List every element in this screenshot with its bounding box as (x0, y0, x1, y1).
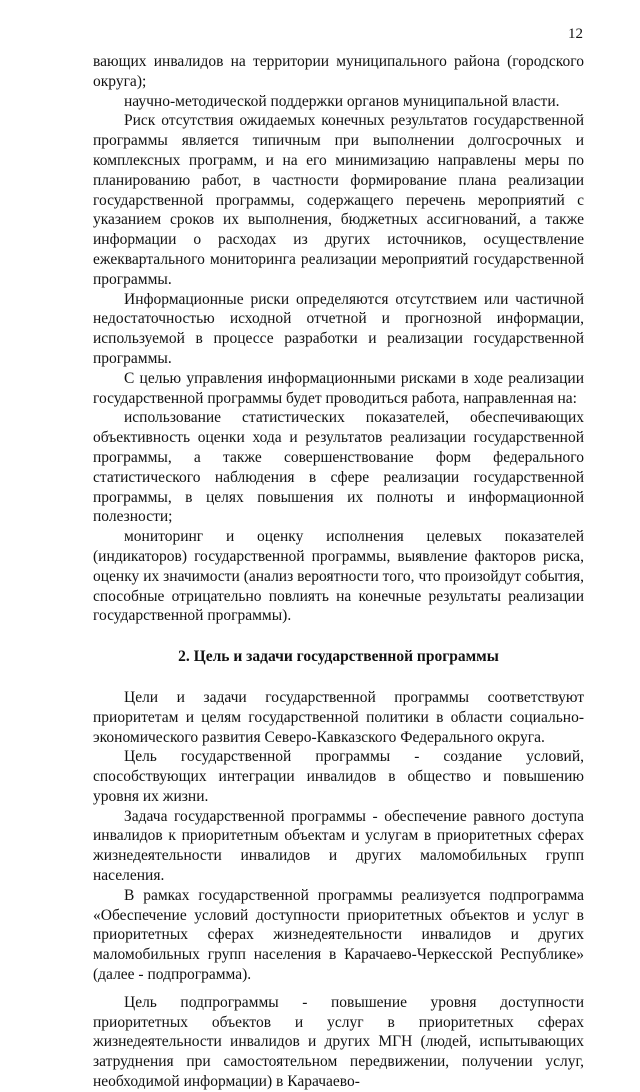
paragraph: Цели и задачи государственной программы соответствуют приоритетам и целям государственной политики в области социально-экономического развития Северо-Кавказского Федерального округа. (93, 688, 584, 746)
paragraph: Цель государственной программы - создание условий, способствующих интеграции инвалидов в общество и повышению уровня их жизни. (93, 748, 584, 805)
paragraph: В рамках государственной программы реализуется подпрограмма «Обеспечение условий доступности приоритетных объектов и услуг в приоритетных сферах жизнедеятельности инвалидов и других маломобильных групп населения в Карачаево-Черкесской Республике» (далее - подпрограмма). (93, 886, 584, 984)
section-heading: 2. Цель и задачи государственной программы (178, 648, 499, 666)
paragraph: вающих инвалидов на территории муниципального района (городского округа); (93, 53, 584, 90)
paragraph: Задача государственной программы - обеспечение равного доступа инвалидов к приоритетным объектам и услугам в приоритетных сферах жизнедеятельности инвалидов и других маломобильных групп населения. (93, 807, 584, 885)
paragraph: Цель подпрограммы - повышение уровня доступности приоритетных объектов и услуг в приоритетных сферах жизнедеятельности инвалидов и других МГН (людей, испытывающих затруднения при самостоятельном передвижении, получении услуг, необходимой информации) в Карачаево- (93, 993, 584, 1091)
page-number: 12 (568, 26, 583, 42)
document-body (93, 52, 584, 1092)
paragraph: Информационные риски определяются отсутствием или частичной недостаточностью исходной отчетной и прогнозной информации, используемой в процессе разработки и реализации государственной программы. (93, 290, 584, 367)
paragraph: мониторинг и оценку исполнения целевых показателей (индикаторов) государственной программы, выявление факторов риска, оценку их значимости (анализ вероятности того, что произойдут события, способные отрицательно повлиять на конечные результаты реализации государственной программы). (93, 528, 584, 625)
paragraph: научно-методической поддержки органов муниципальной власти. (124, 92, 560, 110)
paragraph: использование статистических показателей, обеспечивающих объективность оценки хода и результатов реализации государственной программы, а также совершенствование форм федерального статистического наблюдения в сфере реализации государственной программы, в целях повышения их полноты и информационной полезности; (93, 409, 584, 526)
paragraph: Риск отсутствия ожидаемых конечных результатов государственной программы является типичным при выполнении долгосрочных и комплексных программ, и на его минимизацию направлены меры по планированию работ, в частности формирование плана реализации государственной программы, содержащего перечень мероприятий с указанием сроков их выполнения, бюджетных ассигнований, а также информации о расходах из других источников, осуществление ежеквартального мониторинга реализации мероприятий государственной программы. (93, 112, 584, 288)
paragraph: С целью управления информационными рисками в ходе реализации государственной программы будет проводиться работа, направленная на: (93, 369, 584, 407)
